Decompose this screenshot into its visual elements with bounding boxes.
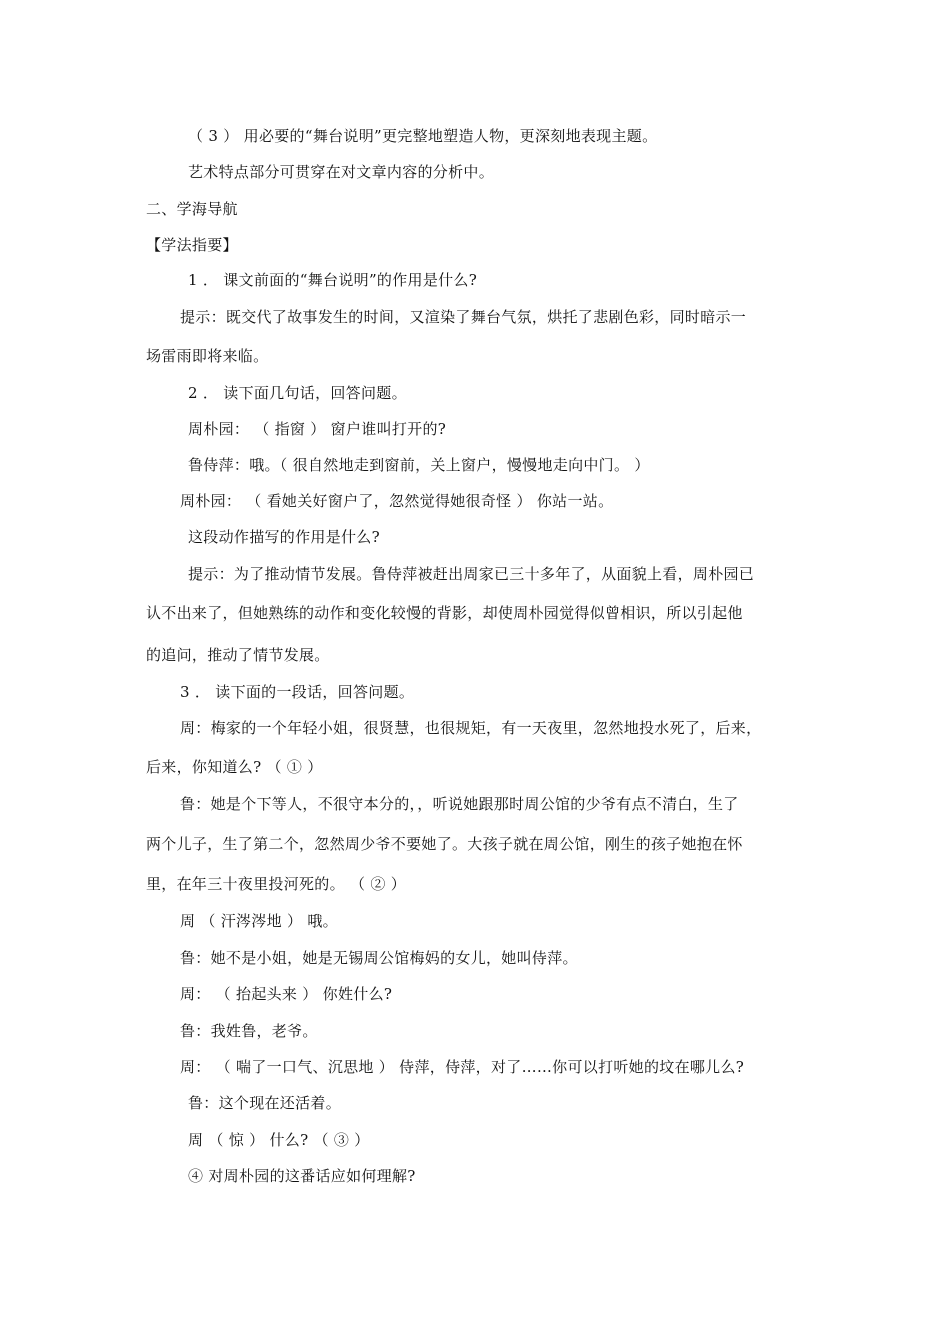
dialogue-line: 后来，你知道么? （ ① ） [146,758,323,776]
dialogue-line: 两个儿子，生了第二个，忽然周少爷不要她了。大孩子就在周公馆，刚生的孩子她抱在怀 [146,835,743,853]
question-2: 2 ． 读下面几句话，回答问题。 [188,384,407,402]
question-4: ④ 对周朴园的这番话应如何理解? [188,1167,416,1185]
dialogue-line: 周 （ 惊 ） 什么? （ ③ ） [188,1131,370,1149]
dialogue-line: 鲁：她是个下等人，不很守本分的，，听说她跟那时周公馆的少爷有点不清白，生了 [180,795,739,813]
dialogue-line: 周：梅家的一个年轻小姐，很贤慧，也很规矩，有一天夜里，忽然地投水死了，后来， [180,719,762,737]
question-3: 3 ． 读下面的一段话，回答问题。 [180,683,415,701]
question-2-prompt: 这段动作描写的作用是什么? [188,528,380,546]
dialogue-line: 周： （ 抬起头来 ） 你姓什么? [180,985,393,1003]
hint-2-line-1: 提示：为了推动情节发展。鲁侍萍被赶出周家已三十多年了，从面貌上看，周朴园已 [188,565,755,583]
dialogue-line: 鲁：我姓鲁，老爷。 [180,1022,318,1040]
dialogue-line: 周朴园： （ 看她关好窗户了，忽然觉得她很奇怪 ） 你站一站。 [180,492,614,510]
subsection-heading-method: 【学法指要】 [146,236,238,254]
hint-1-line-2: 场雷雨即将来临。 [146,347,269,365]
hint-2-line-3: 的追问，推动了情节发展。 [146,646,330,664]
hint-2-line-2: 认不出来了，但她熟练的动作和变化较慢的背影，却使周朴园觉得似曾相识，所以引起他 [146,604,743,622]
hint-1-line-1: 提示：既交代了故事发生的时间，又渲染了舞台气氛，烘托了悲剧色彩，同时暗示一 [180,308,747,326]
dialogue-line: 鲁：她不是小姐，她是无锡周公馆梅妈的女儿，她叫侍萍。 [180,949,578,967]
dialogue-line: 周 （ 汗涔涔地 ） 哦。 [180,912,338,930]
dialogue-line: 鲁侍萍：哦。（ 很自然地走到窗前，关上窗户，慢慢地走向中门。 ） [188,456,650,474]
dialogue-line: 里，在年三十夜里投河死的。 （ ② ） [146,875,407,893]
paragraph-art-features: 艺术特点部分可贯穿在对文章内容的分析中。 [188,163,495,181]
paragraph-stage-direction-point: （ 3 ） 用必要的“舞台说明”更完整地塑造人物，更深刻地表现主题。 [188,127,658,145]
dialogue-line: 周朴园： （ 指窗 ） 窗户谁叫打开的? [188,420,447,438]
dialogue-line: 鲁：这个现在还活着。 [188,1094,342,1112]
dialogue-line: 周： （ 喘了一口气、沉思地 ） 侍萍，侍萍，对了……你可以打听她的坟在哪儿么? [180,1058,745,1076]
question-1: 1 ． 课文前面的“舞台说明”的作用是什么? [188,271,478,289]
section-heading-study-guide: 二、学海导航 [146,200,238,218]
